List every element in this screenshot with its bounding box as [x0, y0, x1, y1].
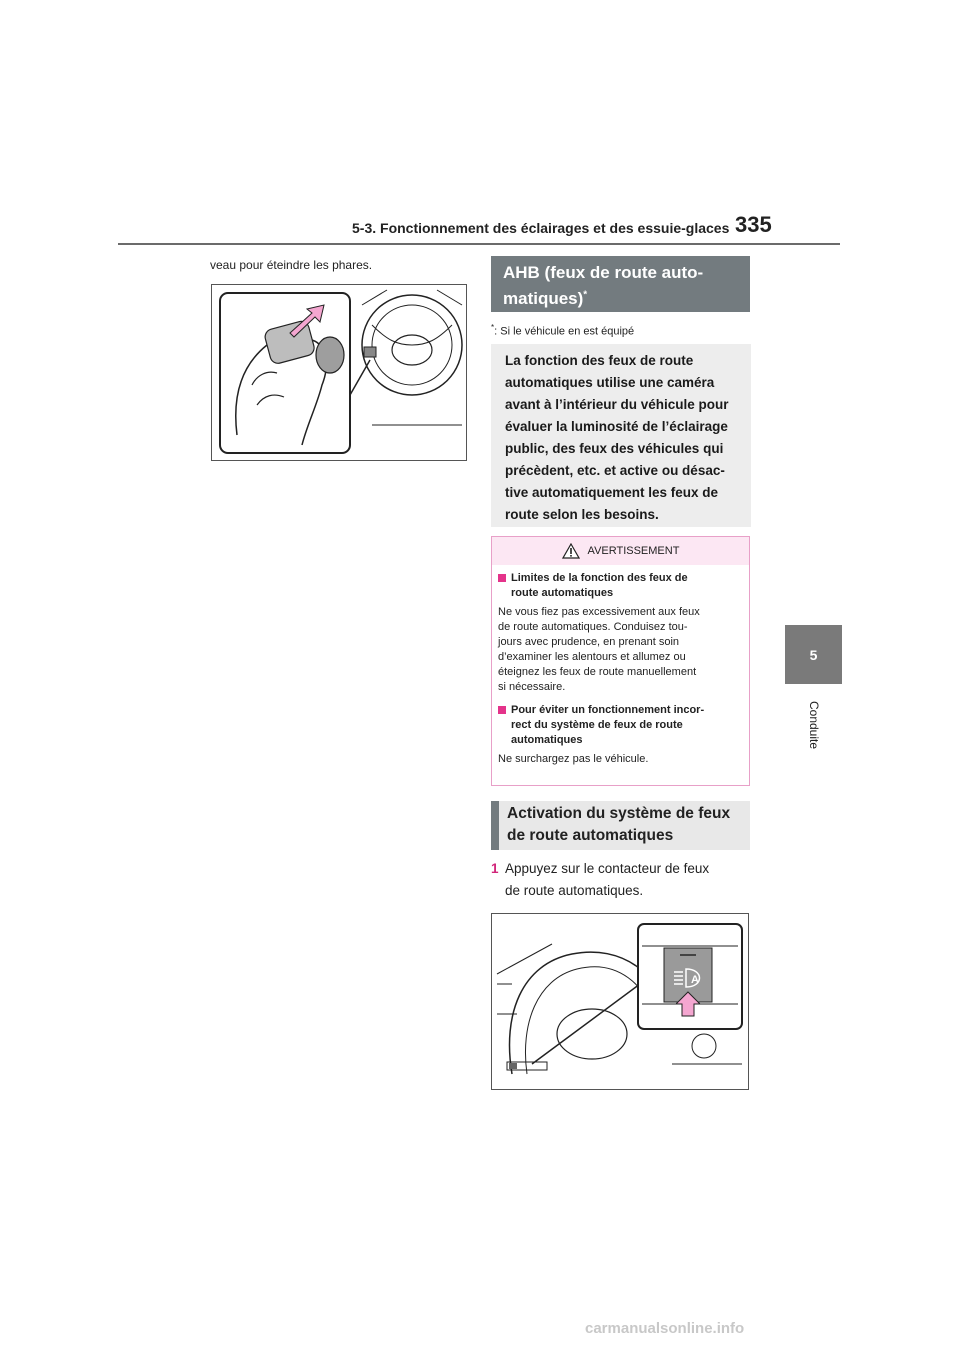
warning-item-title-line: rect du système de feux de route	[511, 719, 683, 731]
dashboard-illustration	[492, 914, 748, 1089]
watermark: carmanualsonline.info	[585, 1320, 745, 1337]
header-rule	[118, 243, 840, 245]
chapter-label	[786, 690, 841, 760]
description-line: évaluer la luminosité de l’éclairage	[505, 419, 728, 434]
ahb-heading-line2: matiques)	[503, 289, 584, 308]
warning-text-line: de route automatiques. Conduisez tou-	[498, 621, 688, 633]
chapter-label-text: Conduite	[806, 700, 821, 750]
warning-item-title-line: route automatiques	[511, 587, 614, 599]
step-text-line1: Appuyez sur le contacteur de feux	[505, 861, 710, 876]
warning-body	[498, 569, 738, 775]
auto-letter: A	[691, 974, 699, 986]
ahb-section-heading	[491, 256, 750, 312]
footnote-mark: *	[491, 323, 495, 332]
ahb-heading-line1: AHB (feux de route auto-	[503, 263, 704, 282]
step-number: 1	[491, 861, 499, 876]
description-line: précèdent, etc. et active ou désac-	[505, 463, 725, 478]
warning-triangle-icon	[562, 543, 580, 559]
warning-item-title-line: automatiques	[511, 734, 583, 746]
description-line: tive automatiquement les feux de	[505, 485, 719, 500]
page-number: 335	[735, 212, 772, 237]
warning-heading: AVERTISSEMENT	[587, 545, 680, 557]
warning-item-text	[498, 605, 738, 695]
figure-headlight-lever	[211, 284, 467, 461]
description-line: route selon les besoins.	[505, 507, 659, 522]
activation-heading-line2: de route automatiques	[507, 827, 674, 844]
warning-text-line: Ne surchargez pas le véhicule.	[498, 753, 649, 765]
warning-item-title-line: Pour éviter un fonctionnement incor-	[511, 704, 705, 716]
headlight-lever-illustration	[212, 285, 466, 460]
ahb-heading-asterisk: *	[583, 289, 588, 301]
activation-heading-line1: Activation du système de feux	[507, 805, 731, 822]
warning-text-line: éteignez les feux de route manuellement	[498, 666, 697, 678]
intro-text: veau pour éteindre les phares.	[210, 258, 373, 272]
step-text-line2: de route automatiques.	[505, 883, 644, 898]
warning-text-line: d’examiner les alentours et allumez ou	[498, 651, 686, 663]
figure-auto-high-beam-switch	[491, 913, 749, 1090]
description-line: avant à l’intérieur du véhicule pour	[505, 397, 729, 412]
warning-text-line: jours avec prudence, en prenant soin	[498, 636, 680, 648]
warning-header	[492, 537, 749, 565]
warning-text-line: si nécessaire.	[498, 681, 566, 693]
warning-item-title	[498, 571, 738, 601]
warning-item-text	[498, 752, 738, 767]
footnote-text: : Si le véhicule en est équipé	[494, 325, 635, 338]
bullet-square-icon	[498, 706, 506, 714]
chapter-tab[interactable]	[785, 625, 842, 684]
warning-box	[491, 536, 750, 786]
description-line: public, des feux des véhicules qui	[505, 441, 724, 456]
warning-text-line: Ne vous fiez pas excessivement aux feux	[498, 606, 700, 618]
description-line: La fonction des feux de route	[505, 353, 694, 368]
chapter-number: 5	[809, 646, 818, 663]
description-line: automatiques utilise une caméra	[505, 375, 715, 390]
footnote	[491, 323, 634, 338]
warning-item-title-line: Limites de la fonction des feux de	[511, 572, 688, 584]
activation-heading	[491, 801, 750, 850]
ahb-description-box	[491, 344, 751, 527]
step-1	[491, 858, 751, 898]
section-header-title: 5-3. Fonctionnement des éclairages et des essuie-glaces	[352, 220, 730, 236]
bullet-square-icon	[498, 574, 506, 582]
warning-item-title	[498, 703, 738, 748]
